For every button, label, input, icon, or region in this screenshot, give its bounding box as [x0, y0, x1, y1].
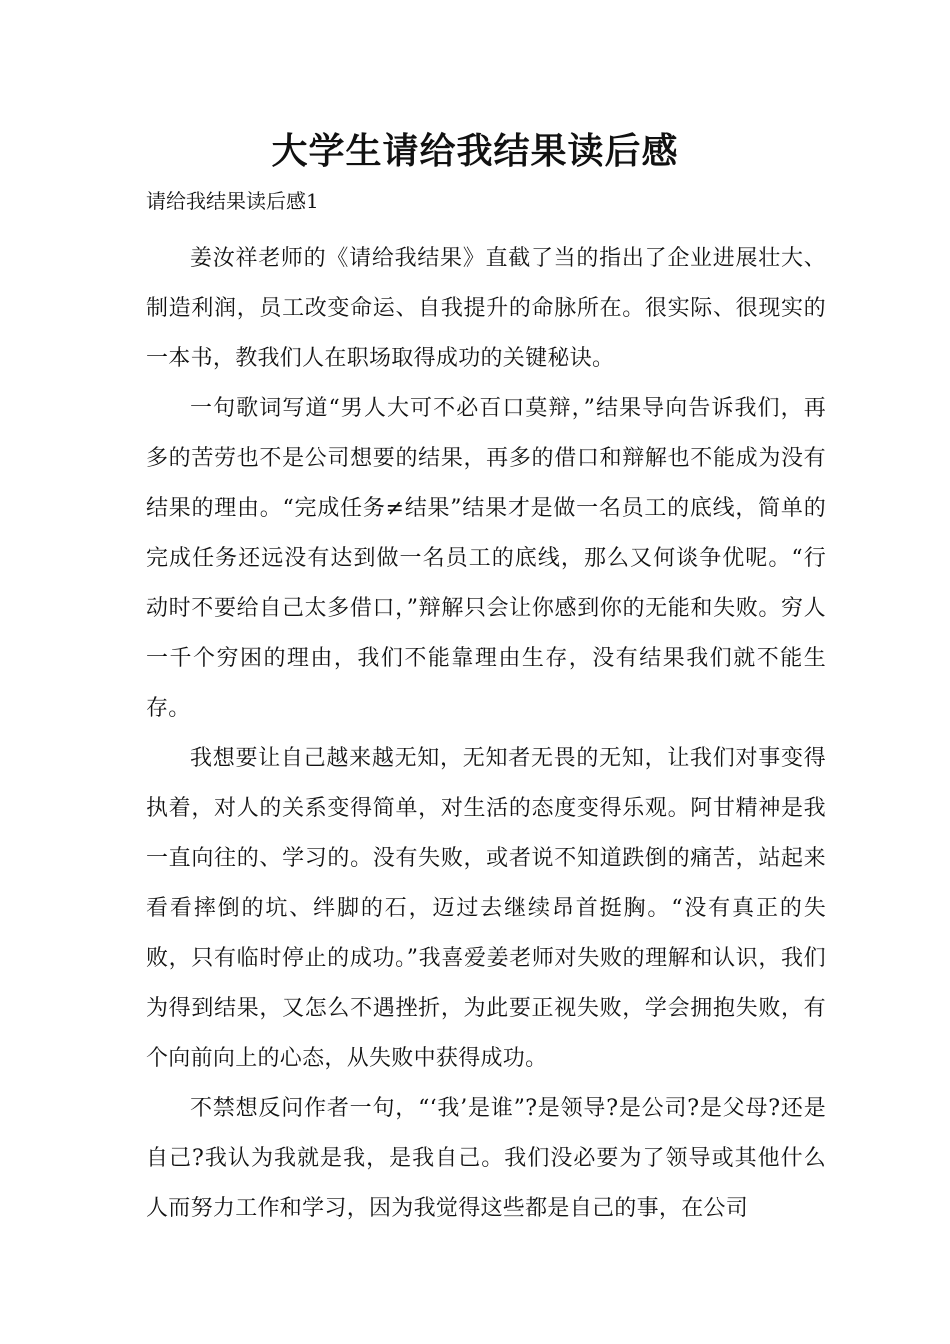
- document-title: 大学生请给我结果读后感: [271, 131, 679, 172]
- document-subtitle: 请给我结果读后感1: [146, 189, 319, 213]
- body-paragraph: 姜汝祥老师的《请给我结果》直截了当的指出了企业进展壮大、制造利润，员工改变命运、自我提升的命脉所在。很实际、很现实的一本书，教我们人在职场取得成功的关键秘诀。: [146, 246, 826, 371]
- body-paragraph: 一句歌词写道“男人大可不必百口莫辩，”结果导向告诉我们，再多的苦劳也不是公司想要的结果，再多的借口和辩解也不能成为没有结果的理由。“完成任务≠结果”结果才是做一名员工的底线，简单的完成任务还远没有达到做一名员工的底线，那么又何谈争优呢。“行动时不要给自己太多借口，”辩解只会让你感到你的无能和失败。穷人一千个穷困的理由，我们不能靠理由生存，没有结果我们就不能生存。: [146, 396, 826, 721]
- body-paragraph: 我想要让自己越来越无知，无知者无畏的无知，让我们对事变得执着，对人的关系变得简单，对生活的态度变得乐观。阿甘精神是我一直向往的、学习的。没有失败，或者说不知道跌倒的痛苦，站起来看看摔倒的坑、绊脚的石，迈过去继续昂首挺胸。“没有真正的失败，只有临时停止的成功。”我喜爱姜老师对失败的理解和认识，我们为得到结果，又怎么不遇挫折，为此要正视失败，学会拥抱失败，有个向前向上的心态，从失败中获得成功。: [146, 746, 826, 1071]
- body-paragraph: 不禁想反问作者一句，“‘我’是谁”?是领导?是公司?是父母?还是自己?我认为我就是我，是我自己。我们没必要为了领导或其他什么人而努力工作和学习，因为我觉得这些都是自己的事，在公司: [146, 1096, 826, 1221]
- document-body: [146, 234, 826, 1234]
